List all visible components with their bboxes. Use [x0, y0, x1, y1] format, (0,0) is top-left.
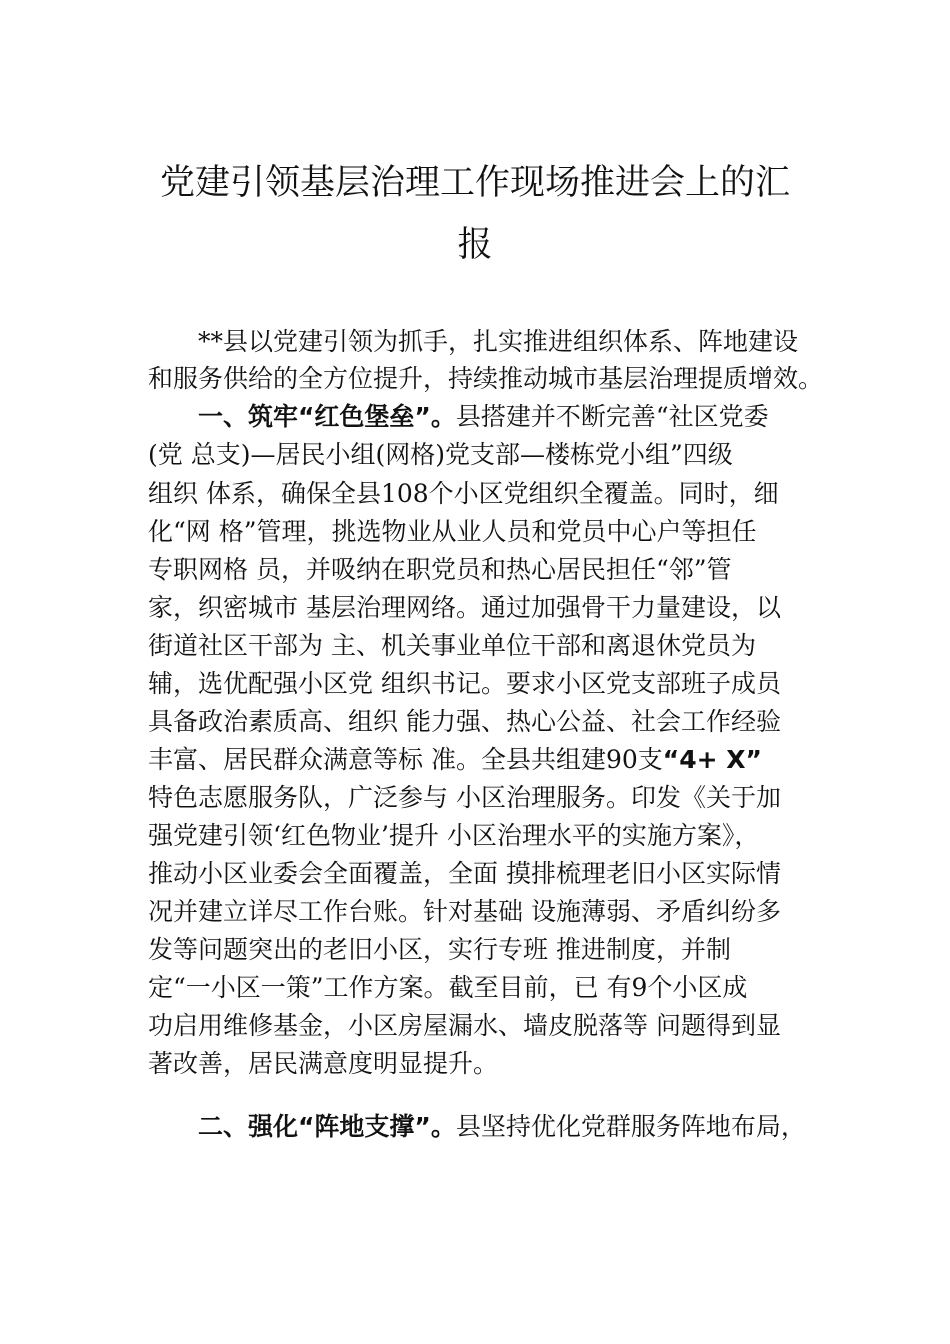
section-2-heading: 二、强化“阵地支撑”。 — [198, 1112, 456, 1141]
intro-line-2: 和服务供给的全方位提升，持续推动城市基层治理提质增效。 — [148, 364, 824, 393]
document-title-line-1: 党建引领基层治理工作现场推进会上的汇 — [159, 163, 790, 203]
section-1-line-15: 发等问题突出的老旧小区，实行专班 推进制度，并制 — [148, 935, 731, 964]
section-1-heading: 一、筑牢“红色堡垒”。 — [198, 402, 456, 431]
section-2-line-1 — [198, 1112, 806, 1142]
section-1-line-4: 化“网 格”管理，挑选物业从业人员和党员中心户等担任 — [148, 517, 757, 546]
section-1-line-10-text: 丰富、居民群众满意等标 准。全县共组建90支 — [148, 745, 663, 774]
section-1-text: 县搭建并不断完善“社区党委 — [455, 402, 769, 431]
section-1-line-2: (党 总支)—居民小组(网格)党支部—楼栋党小组”四级 — [148, 440, 733, 469]
section-1-line-5: 专职网格 员，并吸纳在职党员和热心居民担任“邻”管 — [148, 555, 732, 584]
document-title-line-2: 报 — [457, 225, 493, 265]
section-1-line-14: 况并建立详尽工作台账。针对基础 设施薄弱、矛盾纠纷多 — [148, 897, 781, 926]
section-1-line-18: 著改善，居民满意度明显提升。 — [148, 1049, 499, 1078]
section-1-line-13: 推动小区业委会全面覆盖，全面 摸排梳理老旧小区实际情 — [148, 859, 781, 888]
volunteer-team-label: “4+ X” — [662, 745, 762, 774]
section-1-line-9: 具备政治素质高、组织 能力强、热心公益、社会工作经验 — [148, 707, 781, 736]
intro-line-1: **县以党建引领为抓手，扎实推进组织体系、阵地建设 — [198, 327, 799, 356]
section-1-line-11: 特色志愿服务队，广泛参与 小区治理服务。印发《关于加 — [148, 783, 781, 812]
section-2-text: 县坚持优化党群服务阵地布局， — [455, 1112, 806, 1141]
section-1-line-6: 家，织密城市 基层治理网络。通过加强骨干力量建设，以 — [148, 593, 781, 622]
section-1-line-16: 定“一小区一策”工作方案。截至目前，已 有9个小区成 — [148, 973, 748, 1002]
section-1-line-7: 街道社区干部为 主、机关事业单位干部和离退休党员为 — [148, 631, 756, 660]
section-1-line-10 — [148, 745, 762, 775]
section-1-line-8: 辅，选优配强小区党 组织书记。要求小区党支部班子成员 — [148, 669, 781, 698]
section-1-line-1 — [198, 402, 769, 432]
section-1-line-3: 组织 体系，确保全县108个小区党组织全覆盖。同时，细 — [148, 479, 779, 508]
section-1-line-12: 强党建引领‘红色物业’提升 小区治理水平的实施方案》， — [148, 821, 760, 850]
section-1-line-17: 功启用维修基金，小区房屋漏水、墙皮脱落等 问题得到显 — [148, 1011, 781, 1040]
